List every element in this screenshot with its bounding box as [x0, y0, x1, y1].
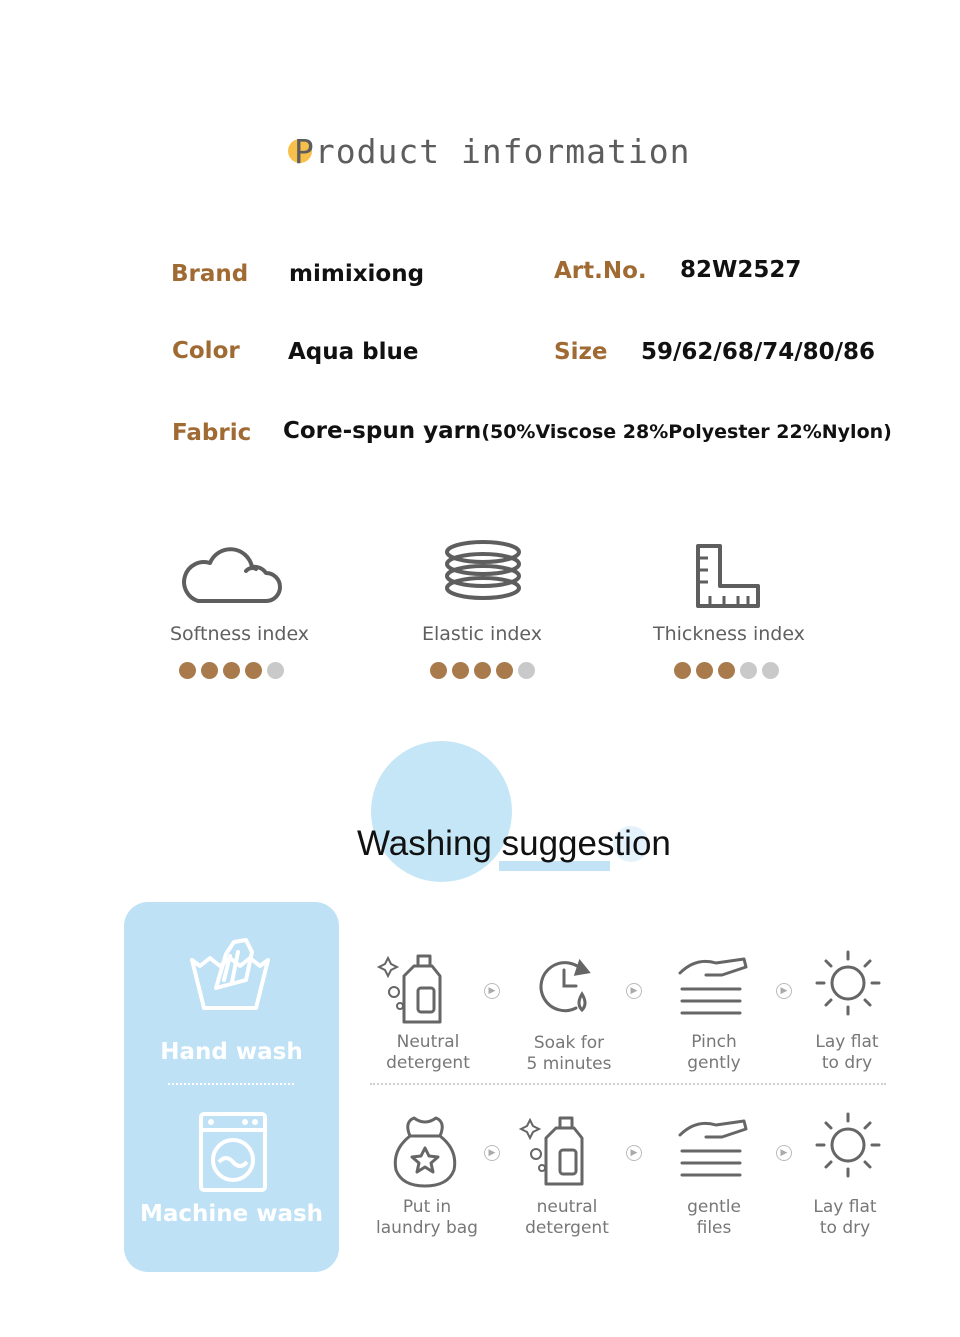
color-value: Aqua blue [288, 339, 419, 365]
detergent-bottle-icon-2 [522, 1114, 594, 1186]
step-line: neutral [536, 1197, 598, 1217]
step-line: Neutral [396, 1032, 460, 1052]
machine-step-3-label [644, 1197, 784, 1239]
fabric-main: Core-spun yarn [283, 418, 482, 444]
laundry-bag-icon [390, 1114, 460, 1188]
fabric-label: Fabric [172, 420, 252, 446]
rating-dot-filled [223, 662, 240, 679]
machine-wash-label: Machine wash [139, 1201, 324, 1227]
step-arrow-icon: ▶ [776, 1145, 792, 1161]
step-line: files [696, 1218, 732, 1238]
softness-rating [179, 662, 284, 679]
sun-icon [815, 950, 881, 1016]
brand-value: mimixiong [289, 261, 425, 287]
hand-step-1-label [358, 1032, 498, 1074]
rating-dot-filled [179, 662, 196, 679]
cloud-icon [184, 539, 282, 605]
rating-dot-filled [674, 662, 691, 679]
color-label: Color [172, 338, 240, 364]
rating-dot-filled [496, 662, 513, 679]
step-line: 5 minutes [526, 1054, 612, 1074]
size-label: Size [554, 339, 608, 365]
washing-machine-icon [199, 1112, 267, 1192]
rating-dot-filled [430, 662, 447, 679]
step-line: detergent [525, 1218, 609, 1238]
artno-label: Art.No. [554, 258, 647, 284]
sun-icon-2 [815, 1112, 881, 1178]
fabric-detail: (50%Viscose 28%Polyester 22%Nylon) [481, 421, 892, 443]
step-line: Lay flat [815, 1032, 879, 1052]
hand-step-4-label [777, 1032, 917, 1074]
rating-dot-filled [201, 662, 218, 679]
hand-wash-icon [190, 936, 270, 1012]
elastic-index-label: Elastic index [422, 623, 543, 645]
step-line: detergent [386, 1053, 470, 1073]
step-line: to dry [819, 1218, 871, 1238]
machine-step-1-label [357, 1197, 497, 1239]
thickness-rating [674, 662, 779, 679]
step-line: Lay flat [813, 1197, 877, 1217]
step-arrow-icon: ▶ [626, 983, 642, 999]
fabric-value [283, 418, 892, 444]
rating-dot-filled [452, 662, 469, 679]
hand-step-2-label [499, 1033, 639, 1075]
step-line: gentle [687, 1197, 741, 1217]
panel-divider [168, 1083, 294, 1085]
rating-dot-empty [762, 662, 779, 679]
size-value: 59/62/68/74/80/86 [641, 339, 876, 365]
step-line: gently [687, 1053, 741, 1073]
hand-press-icon [676, 955, 748, 1019]
step-line: Soak for [533, 1033, 605, 1053]
hand-wash-label: Hand wash [160, 1039, 303, 1065]
artno-value: 82W2527 [680, 257, 802, 283]
rating-dot-filled [718, 662, 735, 679]
timer-icon [536, 956, 594, 1014]
ruler-icon [696, 544, 760, 608]
machine-step-2-label [497, 1197, 637, 1239]
step-arrow-icon: ▶ [776, 983, 792, 999]
rating-dot-empty [267, 662, 284, 679]
step-line: laundry bag [376, 1218, 478, 1238]
rating-dot-filled [474, 662, 491, 679]
hand-press-icon-2 [676, 1117, 748, 1181]
hand-step-3-label [644, 1032, 784, 1074]
machine-step-4-label [775, 1197, 915, 1239]
rating-dot-filled [696, 662, 713, 679]
detergent-bottle-icon [380, 952, 452, 1024]
softness-index-label: Softness index [170, 623, 310, 645]
page-title: Product information [294, 132, 691, 171]
step-arrow-icon: ▶ [626, 1145, 642, 1161]
step-line: to dry [821, 1053, 873, 1073]
thickness-index-label: Thickness index [653, 623, 805, 645]
elastic-rating [430, 662, 535, 679]
coil-spring-icon [443, 538, 523, 608]
step-arrow-icon: ▶ [484, 983, 500, 999]
step-line: Pinch [691, 1032, 737, 1052]
step-arrow-icon: ▶ [484, 1145, 500, 1161]
washing-title: Washing suggestion [357, 824, 671, 863]
brand-label: Brand [171, 261, 249, 287]
rating-dot-empty [740, 662, 757, 679]
rating-dot-filled [245, 662, 262, 679]
step-line: Put in [402, 1197, 452, 1217]
rating-dot-empty [518, 662, 535, 679]
steps-divider [370, 1083, 886, 1085]
